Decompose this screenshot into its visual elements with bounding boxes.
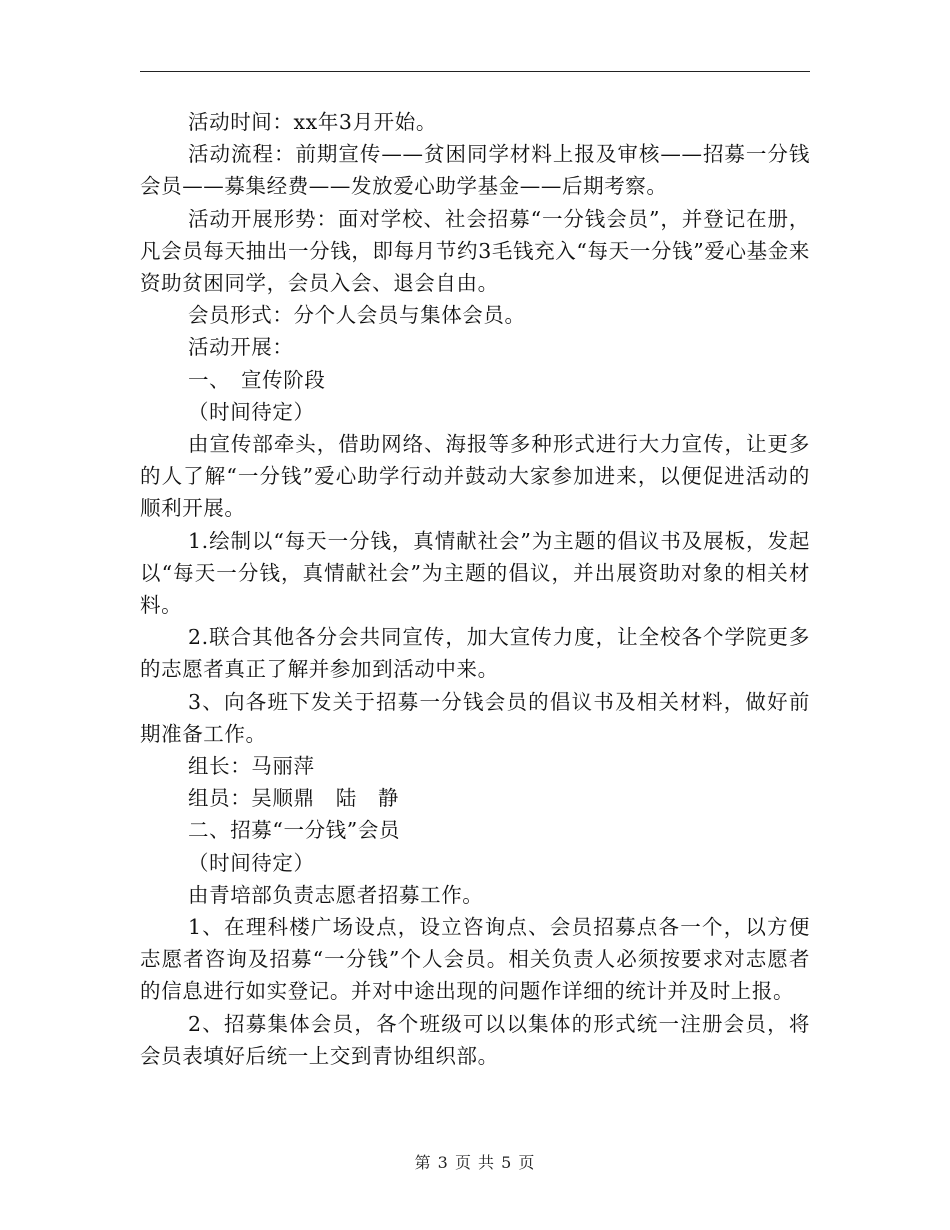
paragraph-activity-development: 活动开展： [188, 335, 294, 360]
paragraph-activity-form: 活动开展形势：面对学校、社会招募“一分钱会员”，并登记在册，凡会员每天抽出一分钱，即每月节约3毛钱充入“每天一分钱”爱心基金来资助贫困同学，会员入会、退会自由。 [140, 206, 810, 296]
page-footer: 第 3 页 共 5 页 [414, 1153, 536, 1172]
paragraph-group-leader: 组长：马丽萍 [188, 754, 315, 779]
paragraph-member-form: 会员形式：分个人会员与集体会员。 [188, 303, 526, 328]
section-heading-recruitment: 二、招募“一分钱”会员 [188, 818, 401, 843]
list-item-publicity-2: 2.联合其他各分会共同宣传，加大宣传力度，让全校各个学院更多的志愿者真正了解并参加到活动中来。 [140, 625, 810, 682]
paragraph-time-tbd-2: （时间待定） [188, 850, 315, 875]
list-item-publicity-3: 3、向各班下发关于招募一分钱会员的倡议书及相关材料，做好前期准备工作。 [140, 689, 810, 746]
header-rule [140, 71, 810, 72]
paragraph-publicity-intro: 由宣传部牵头，借助网络、海报等多种形式进行大力宣传，让更多的人了解“一分钱”爱心助学行动并鼓动大家参加进来，以便促进活动的顺利开展。 [140, 432, 810, 521]
paragraph-recruitment-intro: 由青培部负责志愿者招募工作。 [188, 882, 484, 907]
section-heading-publicity: 一、 宣传阶段 [188, 367, 326, 392]
list-item-recruitment-1: 1、在理科楼广场设点，设立咨询点、会员招募点各一个，以方便志愿者咨询及招募“一分钱”个人会员。相关负责人必须按要求对志愿者的信息进行如实登记。并对中途出现的问题作详细的统计并及时上报。 [140, 915, 810, 1004]
document-body [140, 106, 810, 1072]
paragraph-group-members: 组员：吴顺鼎 陆 静 [188, 786, 399, 811]
list-item-publicity-1: 1.绘制以“每天一分钱，真情献社会”为主题的倡议书及展板，发起以“每天一分钱，真情献社会”为主题的倡议，并出展资助对象的相关材料。 [140, 528, 810, 618]
list-item-recruitment-2: 2、招募集体会员，各个班级可以以集体的形式统一注册会员，将会员表填好后统一上交到青协组织部。 [140, 1011, 810, 1068]
paragraph-activity-process: 活动流程：前期宣传——贫困同学材料上报及审核——招募一分钱会员——募集经费——发放爱心助学基金——后期考察。 [140, 142, 810, 199]
paragraph-time-tbd: （时间待定） [188, 399, 315, 424]
paragraph-activity-time: 活动时间：xx年3月开始。 [188, 110, 437, 134]
